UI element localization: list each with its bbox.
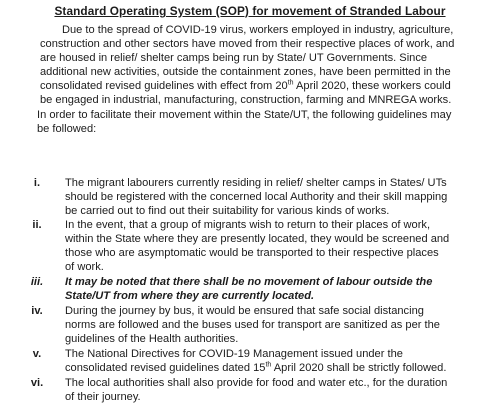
list-item-number: i.: [33, 177, 41, 189]
list-item-line: of work.: [65, 261, 104, 274]
intro-line: be engaged in industrial, manufacturing, construction, farming and MNREGA works.: [40, 94, 452, 107]
list-item-number: v.: [32, 348, 42, 360]
intro-line-part: April 2020, these workers could: [293, 80, 451, 93]
list-item-number: vi.: [30, 377, 44, 389]
list-item-number: iv.: [31, 305, 43, 317]
list-item-line: be carried out to find out their suitability for various kinds of works.: [65, 205, 390, 218]
list-item-line: norms are followed and the buses used for transport are sanitized as per the: [65, 319, 440, 332]
list-item-line-part: April 2020 shall be strictly followed.: [271, 362, 447, 375]
list-item-line: State/UT from where they are currently located.: [65, 290, 315, 303]
intro-line: Due to the spread of COVID-19 virus, workers employed in industry, agriculture,: [62, 24, 454, 36]
list-item-text: [65, 347, 485, 375]
intro-line: are housed in relief/ shelter camps being run by State/ UT Governments. Since: [40, 52, 428, 65]
list-item-line: In the event, that a group of migrants wish to return to their places of work,: [65, 219, 431, 231]
list-item-number: ii.: [32, 219, 42, 231]
list-item-line: The local authorities shall also provide for food and water etc., for the duration: [65, 377, 448, 389]
intro-line: be followed:: [37, 122, 97, 135]
intro-line: In order to facilitate their movement within the State/UT, the following guidelines may: [37, 108, 452, 121]
document-title: Standard Operating System (SOP) for movement of Stranded Labour: [54, 4, 446, 18]
list-item-line: The migrant labourers currently residing in relief/ shelter camps in States/ UTs: [65, 177, 447, 189]
intro-line: additional new activities, outside the containment zones, have been permitted in the: [40, 66, 451, 79]
list-item-text: [65, 376, 485, 404]
list-item-line: within the State where they are presently located, they would be screened and: [65, 233, 450, 246]
list-item-text: [65, 176, 485, 218]
list-item-text: [65, 275, 485, 303]
intro-line-part: consolidated revised guidelines with effect from 20: [40, 80, 288, 93]
list-item-line: [65, 361, 485, 375]
list-item-line: The National Directives for COVID-19 Management issued under the: [65, 348, 403, 360]
list-item-line: guidelines of the Health authorities.: [65, 333, 239, 346]
list-item-line: of their journey.: [65, 391, 141, 404]
list-item-line: During the journey by bus, it would be ensured that safe social distancing: [65, 305, 424, 317]
list-item-line-part: consolidated revised guidelines dated 15: [65, 362, 266, 375]
list-item-text: [65, 304, 485, 346]
list-item-line: should be registered with the concerned local Authority and their skill mapping: [65, 191, 448, 204]
list-item-line: those who are asymptomatic would be transported to their respective places: [65, 247, 439, 260]
ordinal-suffix: th: [287, 79, 294, 87]
list-item-text: [65, 218, 485, 274]
intro-line: construction and other sectors have moved from their respective places of work, and: [40, 38, 455, 51]
ordinal-suffix: th: [265, 361, 272, 369]
list-item-line: It may be noted that there shall be no movement of labour outside the: [65, 276, 433, 288]
list-item-number: iii.: [30, 276, 44, 288]
